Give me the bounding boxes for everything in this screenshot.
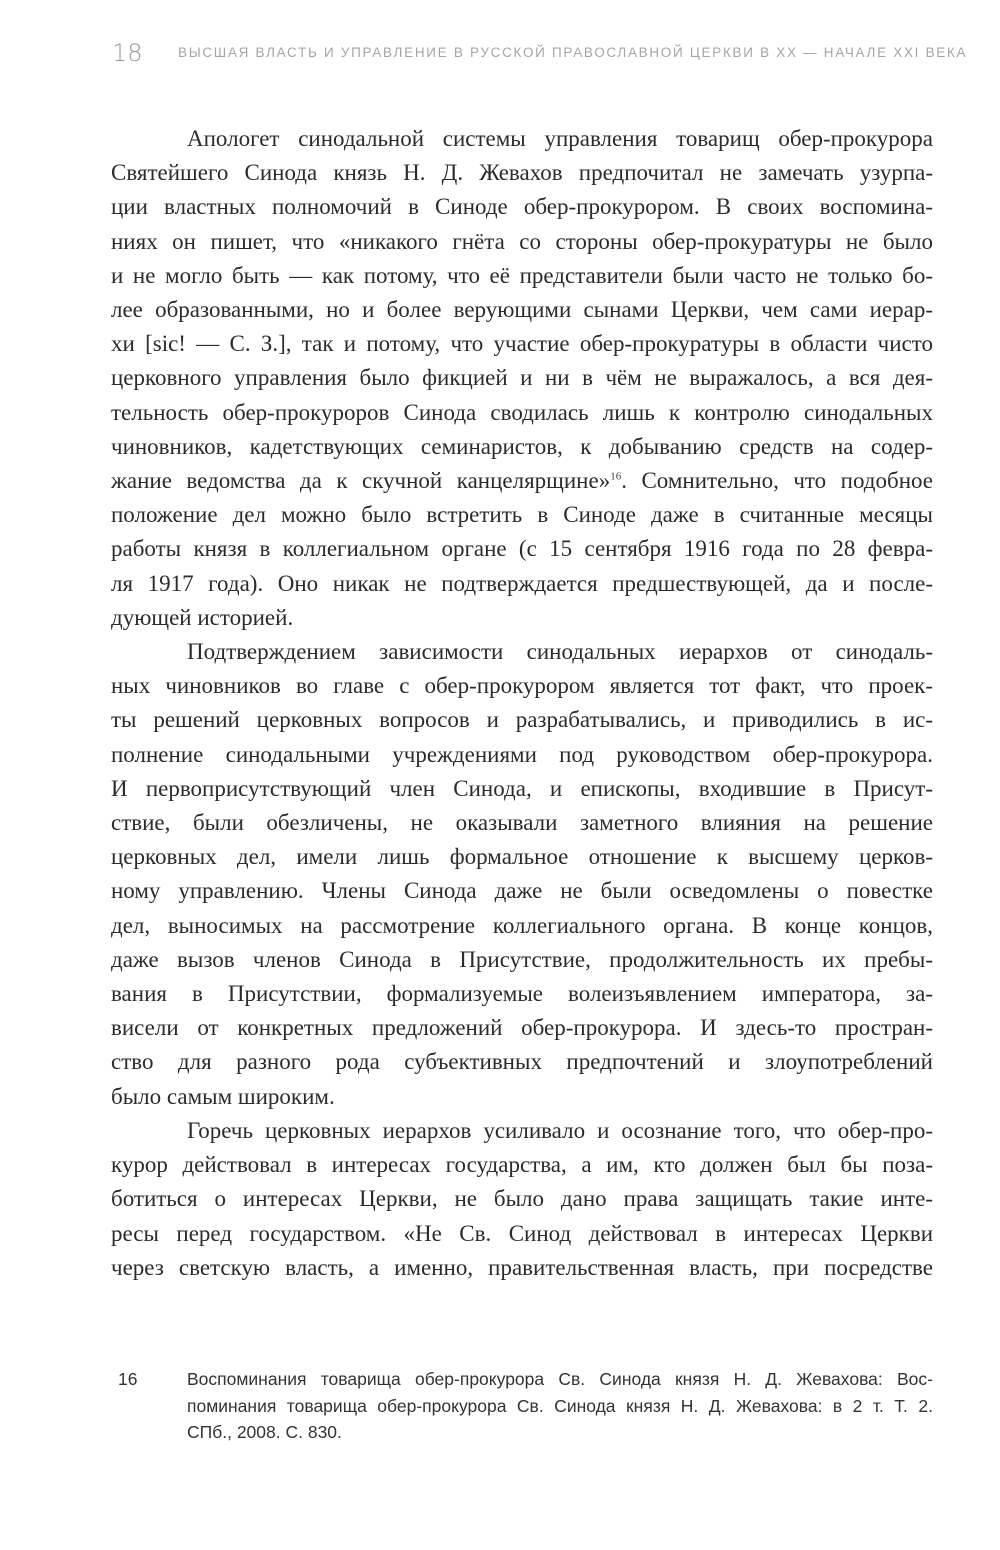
text-line: Подтверждением зависимости синодальных иерархов от синодаль- (187, 639, 933, 665)
text-line: вания в Присутствии, формализуемые волеизъявлением императора, за- (111, 981, 933, 1007)
page-header (112, 36, 968, 70)
footnote-line: Воспоминания товарища обер-прокурора Св. Синода князя Н. Д. Жевахова: Вос- (187, 1369, 933, 1389)
text-line: ботиться о интересах Церкви, не было дано права защищать такие инте- (111, 1186, 933, 1212)
text-line: и не могло быть — как потому, что её представители были часто не только бо- (111, 262, 933, 288)
text-line-with-footnote (111, 464, 933, 498)
text-line: дел, выносимых на рассмотрение коллегиального органа. В конце концов, (111, 912, 933, 938)
text-fragment: жание ведомства да к скучной канцелярщине» (111, 468, 611, 494)
text-line: лее образованными, но и более верующими сынами Церкви, чем сами иерар- (111, 297, 933, 323)
text-line: хи [sic! — С. З.], так и потому, что участие обер-прокуратуры в области чисто (111, 331, 933, 357)
text-line: церковного управления было фикцией и ни в чём не выражалось, а вся дея- (111, 365, 933, 391)
text-line: полнение синодальными учреждениями под руководством обер-прокурора. (111, 741, 933, 767)
text-line: ствие, были обезличены, не оказывали заметного влияния на решение (111, 810, 933, 836)
text-line: Апологет синодальной системы управления товарищ обер-прокурора (187, 126, 933, 151)
text-line: ному управлению. Члены Синода даже не были осведомлены о повестке (111, 878, 933, 904)
text-line: церковных дел, имели лишь формальное отношение к высшему церков- (111, 844, 933, 870)
text-line: тельность обер-прокуроров Синода сводилась лишь к контролю синодальных (111, 399, 933, 425)
main-text (111, 122, 933, 1285)
text-line: было самым широким. (111, 1083, 335, 1109)
text-line: ниях он пишет, что «никакого гнёта со стороны обер-прокуратуры не было (111, 228, 933, 254)
text-line: дующей историей. (111, 604, 294, 630)
footnote-reference[interactable]: 16 (610, 470, 622, 483)
running-title: ВЫСШАЯ ВЛАСТЬ И УПРАВЛЕНИЕ В РУССКОЙ ПРАВОСЛАВНОЙ ЦЕРКВИ В XX — НАЧАЛЕ XXI ВЕКА (178, 45, 968, 60)
footnote-text (187, 1366, 933, 1446)
text-line: висели от конкретных предложений обер-прокурора. И здесь-то простран- (111, 1015, 933, 1041)
text-line: даже вызов членов Синода в Присутствие, продолжительность их пребы- (111, 946, 933, 972)
page-number: 18 (112, 39, 143, 67)
text-line: ство для разного рода субъективных предпочтений и злоупотреблений (111, 1049, 933, 1075)
text-line: И первоприсутствующий член Синода, и епископы, входившие в Присут- (111, 775, 933, 801)
text-line: ции властных полномочий в Синоде обер-прокурором. В своих воспомина- (111, 194, 933, 220)
text-line: Горечь церковных иерархов усиливало и осознание того, что обер-про- (187, 1117, 933, 1143)
text-line: положение дел можно было встретить в Синоде даже в считанные месяцы (111, 502, 933, 528)
text-fragment: . Сомнительно, что подобное (621, 468, 933, 494)
text-line: Святейшего Синода князь Н. Д. Жевахов предпочитал не замечать узурпа- (111, 160, 933, 186)
text-line: курор действовал в интересах государства, а им, кто должен был бы поза- (111, 1152, 933, 1178)
footnote-line: СПб., 2008. С. 830. (187, 1422, 342, 1442)
text-line: работы князя в коллегиальном органе (с 15 сентября 1916 года по 28 февра- (111, 536, 933, 562)
footnote-number: 16 (118, 1369, 138, 1389)
text-line: ных чиновников во главе с обер-прокурором является тот факт, что проек- (111, 673, 933, 699)
text-line: через светскую власть, а именно, правительственная власть, при посредстве (111, 1254, 933, 1280)
text-line: ресы перед государством. «Не Св. Синод действовал в интересах Церкви (111, 1220, 933, 1246)
footnote-line: поминания товарища обер-прокурора Св. Синода князя Н. Д. Жевахова: в 2 т. Т. 2. (187, 1395, 933, 1416)
text-line: чиновников, кадетствующих семинаристов, к добыванию средств на содер- (111, 433, 933, 459)
text-line: ля 1917 года). Оно никак не подтверждается предшествующей, да и после- (111, 570, 933, 596)
text-line: ты решений церковных вопросов и разрабатывались, и приводились в ис- (111, 707, 933, 733)
